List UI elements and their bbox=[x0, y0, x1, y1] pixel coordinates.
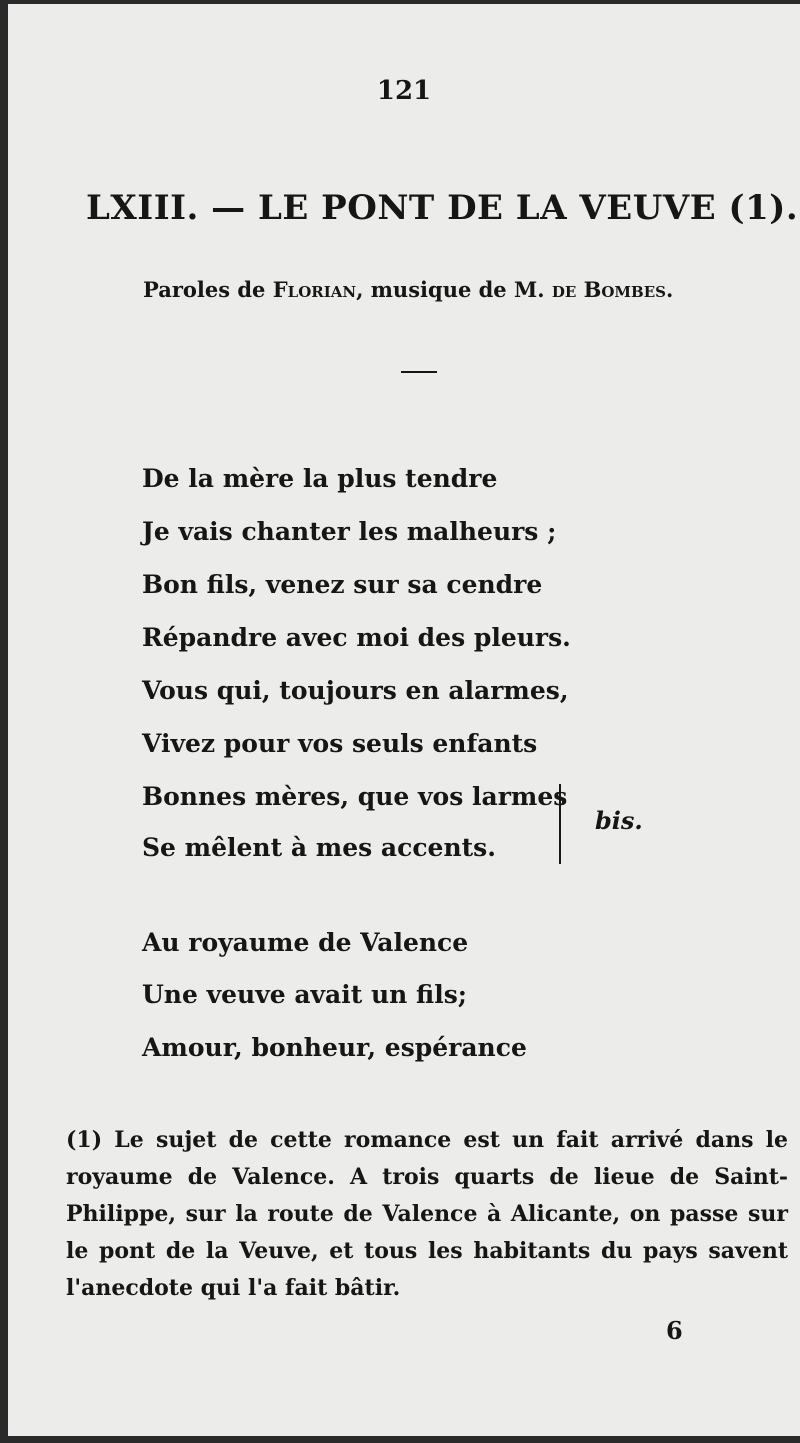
song-credits bbox=[143, 277, 673, 302]
credits-middle: , musique de M. bbox=[356, 277, 552, 302]
verse-line: Vivez pour vos seuls enfants bbox=[142, 729, 538, 758]
lyricist-name: Florian bbox=[272, 277, 357, 302]
book-page bbox=[8, 4, 800, 1436]
verse-line: Vous qui, toujours en alarmes, bbox=[142, 676, 569, 705]
verse-line: Au royaume de Valence bbox=[142, 928, 469, 957]
credits-suffix: . bbox=[665, 277, 674, 302]
verse-line: De la mère la plus tendre bbox=[142, 464, 498, 493]
footnote: (1) Le sujet de cette romance est un fait arrivé dans le royaume de Valence. A trois quarts de lieue de Saint-Philippe, sur la route de Valence à Alicante, on passe sur le pont de la Veuve, et tous les habitants du pays savent l'anecdote qui l'a fait bâtir. bbox=[66, 1127, 788, 1301]
separator-rule bbox=[401, 371, 437, 373]
signature-mark: 6 bbox=[666, 1316, 683, 1345]
credits-prefix: Paroles de bbox=[143, 277, 273, 302]
composer-name: de Bombes bbox=[551, 277, 666, 302]
repeat-mark: bis. bbox=[595, 806, 643, 835]
verse-line: Bon fils, venez sur sa cendre bbox=[142, 570, 543, 599]
verse-line: Répandre avec moi des pleurs. bbox=[142, 623, 571, 652]
verse-line: Se mêlent à mes accents. bbox=[142, 833, 496, 862]
verse-line: Bonnes mères, que vos larmes bbox=[142, 782, 568, 811]
song-title: LXIII. — LE PONT DE LA VEUVE (1). bbox=[86, 188, 799, 228]
verse-line: Je vais chanter les malheurs ; bbox=[142, 517, 557, 546]
repeat-brace bbox=[559, 784, 565, 864]
verse-line: Amour, bonheur, espérance bbox=[142, 1033, 527, 1062]
page-number: 121 bbox=[376, 76, 432, 106]
verse-line: Une veuve avait un fils; bbox=[142, 980, 468, 1009]
